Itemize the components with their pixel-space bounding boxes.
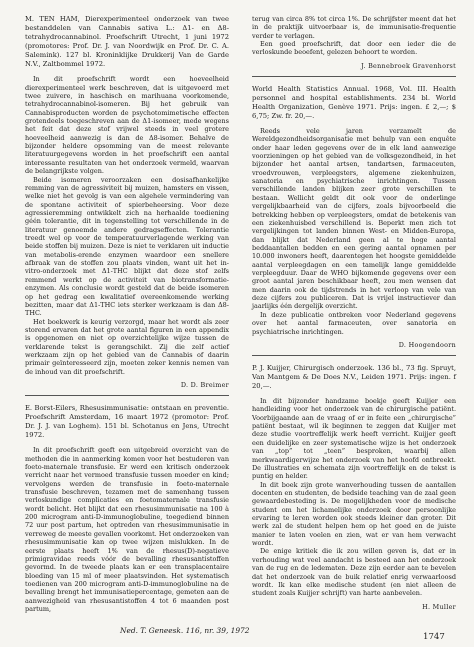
review-paragraph: Reeds vele jaren verzamelt de Wereldgezondheidsorganisatie met behulp van een enquête onder haar leden gegevens over de in elk land aanwezige voorzieningen op het gebied van de volksgezondheid, in het bijzonder het aantal artsen, tandartsen, farmaceuten, vroedvrouwen, verpleegsters, algemene ziekenhuizen, sanatoria en psychiatrische inrichtingen. Tussen verschillende landen blijken zeer grote verschillen te bestaan. Wellicht geldt dit ook voor de onderlinge vergelijkbaarheid van de cijfers, zoals bijvoorbeeld die betrekking hebben op verpleegsters, omdat de betekenis van een ziekenhuisbed verschillend is. Beperkt men zich tot vergelijkingen tot landen binnen West- en Midden-Europa, dan blijkt dat Nederland geen al te hoge aantal beddaantallen bedden en een gering aantal opnamen per 10.000 inwoners heeft, daarentegen het hoogste gemiddelde aantal verpleegdagen en een tamelijk lange gemiddelde verpleegduur. Daar de WHO bijkomende gegevens over een groot aantal jaren beschikbaar heeft, zou men wensen dat men daarin ook de tijdstrends in het verloop van vele van deze cijfers zou publiceren. Dat is vrijel instructiever dan jaarlijks één dergelijk overzicht. bbox=[252, 126, 456, 311]
review-paragraph: Een goed proefschrift, dat door een ieder die de verloskunde beoefent, gelezen behoort te worden. bbox=[252, 40, 456, 57]
review-paragraph: In dit boek zijn grote wanverhouding tussen de aantallen docenten en studenten, de bedside teaching van de zaal geen gewaardebesteding is. De mogelijkheden voor de medische student om het lichamelijke onderzoek door persoonlijke ervaring te leren worden ook steeds kleiner dan groter. Dit werk zal de student helpen hem op het goed en de juiste manier te laten voelen en zien, wat er van hem verwacht wordt. bbox=[252, 480, 456, 548]
review-header-borst-eilers: E. Borst-Eilers, Rhesusimmunisatie: ontstaan en preventie. Proefschrift Amsterdam, 16 maart 1972 (promotor: Prof. Dr. J. J. van Loghem). 151 bl. Schotanus en Jens, Utrecht 1972. bbox=[25, 404, 229, 440]
review-header-kuijjer: P. J. Kuijjer, Chirurgisch onderzoek. 136 bl., 73 fig. Spruyt, Van Mantgem & De Does N.V., Leiden 1971. Prijs: ingen. f 20,—. bbox=[252, 363, 456, 390]
reviewer-signature: D. D. Breimer bbox=[180, 381, 229, 390]
review-paragraph: Het boekwerk is keurig verzorgd, maar het wordt als zeer storend ervaren dat het grote aantal figuren in een appendix is opgenomen en niet op overzichtelijke wijze tussen de verklarende tekst is gerangschikt. Zij die zelf actief werkzaam zijn op het gebied van de Cannabis of daarin primair geïnteresseerd zijn, moeten zeker kennis nemen van de inhoud van dit proefschrift. bbox=[25, 317, 229, 376]
review-paragraph: In dit proefschrift wordt een hoeveelheid dierexperimenteel werk beschreven, dat is uitgevoerd met twee zuivere, in haschisch en marihuana voorkomende, tetrahydrocannabinol-isomeren. Bij het gebruik van Cannabisproducten worden de psychotomimetische effecten grotendeels toegeschreven aan de Δ1-isomeer, mede wegens het feit dat deze stof vrijwel steeds in veel grotere hoeveelheid aanwezig is dan de Δ8-isomer. Behalve de bijzonder heldere opsomming van de meest relevante literatuurgegevens worden in het proefschrift een aantal interessante resultaten van het onderzoek vermeld, waarvan de belangrijkste volgen. bbox=[25, 75, 229, 176]
review-header-who: World Health Statistics Annual. 1968, Vol. III. Health personnel and hospital establishments. 234 bl. World Health Organization, Genève 1971. Prijs: ingen. £ 2,—; $ 6,75; Zw. fr. 20,—. bbox=[252, 84, 456, 120]
reviewer-signature: D. Hoogendoorn bbox=[398, 340, 456, 349]
review-divider bbox=[252, 76, 456, 77]
review-paragraph: In deze publicatie ontbreken voor Nederland gegevens over het aantal farmaceuten, over sanatoria en psychiatrische inrichtingen. bbox=[252, 310, 456, 336]
review-paragraph: In dit proefschrift geeft een uitgebreid overzicht van de methoden die in aanmerking komen voor het bestuderen van foeto-maternale transfusie. Er werd een kritisch onderzoek verricht naar het vermoed transfusie tussen moeder en kind; vervolgens werden de transfusie in foeto-maternale transfusie beschreven, tezamen met de samenhang tussen verloskundige complicaties en foetomaternale transfusie wordt belicht. Het blijkt dat een rhesusimmunisatie na 100 à 200 microgram anti-D-immunoglobuline, toegediend binnen 72 uur post partum, het optreden van rhesusimmunisatie in verreweg de meeste gevallen voorkomt. Het onderzoeken van rhesusimmunisatie kan op twee wijzen mislukken. In de eerste plaats heeft 1% van de rhesus(D)-negatieve primigravidae reeds vóór de bevalling rhesusantistoffen gevormd. In de tweede plaats kan er een transplacentaire bloeding van 15 ml of meer plaatsvinden. Het systematisch toedienen van 200 microgram anti-D-immunoglobuline na de bevalling brengt het immunisatiepercentage, gemeten aan de aanwezigheid van rhesusantistoffen 4 tot 6 maanden post partum, bbox=[25, 446, 229, 614]
review-paragraph: terug van circa 8% tot circa 1%. De schrijfster meent dat het in de praktijk uitvoerbaar is, de immunisatie-frequentie verder te verlagen. bbox=[252, 15, 456, 40]
review-paragraph: De enige kritiek die ik zou willen geven is, dat er in verhouding wat veel aandacht is besteed aan het onderzoek van de rug en de ledematen. Deze zijn eerder aan te bevelen dat het onderzoek van de buik relatief enrig verwaarloosd wordt. Ik kan elke medische student (en niet alleen de student zoals Kuijjer schrijft) van harte aanbevelen. bbox=[252, 547, 456, 598]
review-divider bbox=[25, 395, 229, 396]
reviewer-signature: H. Muller bbox=[422, 602, 456, 611]
review-header-ten-ham: M. TEN HAM, Dierexperimenteel onderzoek van twee bestanddelen van Cannabis sativa L.: Δ1- en Δ8-tetrahydrocannabinol. Proefschrift Utrecht, 1 juni 1972 (promotores: Prof. Dr. J. van Noordwijk en Prof. Dr. C. A. Salemink). 127 bl. Kroninklijke Drukkerij Van de Garde N.V., Zaltbommel 1972. bbox=[25, 15, 229, 69]
right-column bbox=[252, 15, 456, 617]
reviewer-signature: J. Bennebroek Gravenhorst bbox=[361, 61, 456, 70]
review-paragraph: Beide isomeren veroorzaken een dosisafhankelijke remming van de agressiviteit bij muizen, hamsters en vissen, welke niet het gevolg is van een algehele vermindering van de spontane activiteit of spierbeheersing. Voor deze agressieremming ontwikkelt zich na herhaalde toediening géén tolerantie, dit in tegenstelling tot verschillende in de literatuur genoemde andere gedragseffecten. Tolerantie treedt wel op voor de temperatuurverlagende werking van beide stoffen bij muizen. Deze is niet te verklaren uit inductie van metabolis-erende enzymen waardoor een snellere afbraak van de stoffen zou plaats vinden, want uit het in-vitro-onderzoek met Δ1-THC blijkt dat deze stof zelfs remmend werkt op de activiteit van biotransformatie-enzymen. Als conclusie wordt gesteld dat de beide isomeren op het gedrag een kwalitatief overeenkomende werking bezitten, maar dat Δ1-THC iets sterker werkzaam is dan Δ8-THC. bbox=[25, 175, 229, 318]
left-column bbox=[25, 15, 229, 613]
review-paragraph: In dit bijzonder handzame boekje geeft Kuijjer een handleiding voor het onderzoek van de chirurgische patiënt. Voorbijgaande aan de vraag of er in feite een „chirurgische” patiënt bestaat, wil ik beginnen te zeggen dat Kuijjer met deze studie voortreffelijk werk heeft verricht. Kuijjer geeft een duidelijke en zeer systematische wijze is het onderzoek van „top” tot „teen” besproken, waarbij allen merkwaardigerwijze het onderzoek van het hoofd ontbreekt. De illustraties en schemata zijn voortreffelijk en de tekst is puntig en helder. bbox=[252, 397, 456, 481]
review-divider bbox=[252, 355, 456, 356]
journal-citation-footer: Ned. T. Geneesk. 116, nr. 39, 1972 bbox=[120, 626, 250, 635]
page-number: 1747 bbox=[423, 632, 445, 642]
